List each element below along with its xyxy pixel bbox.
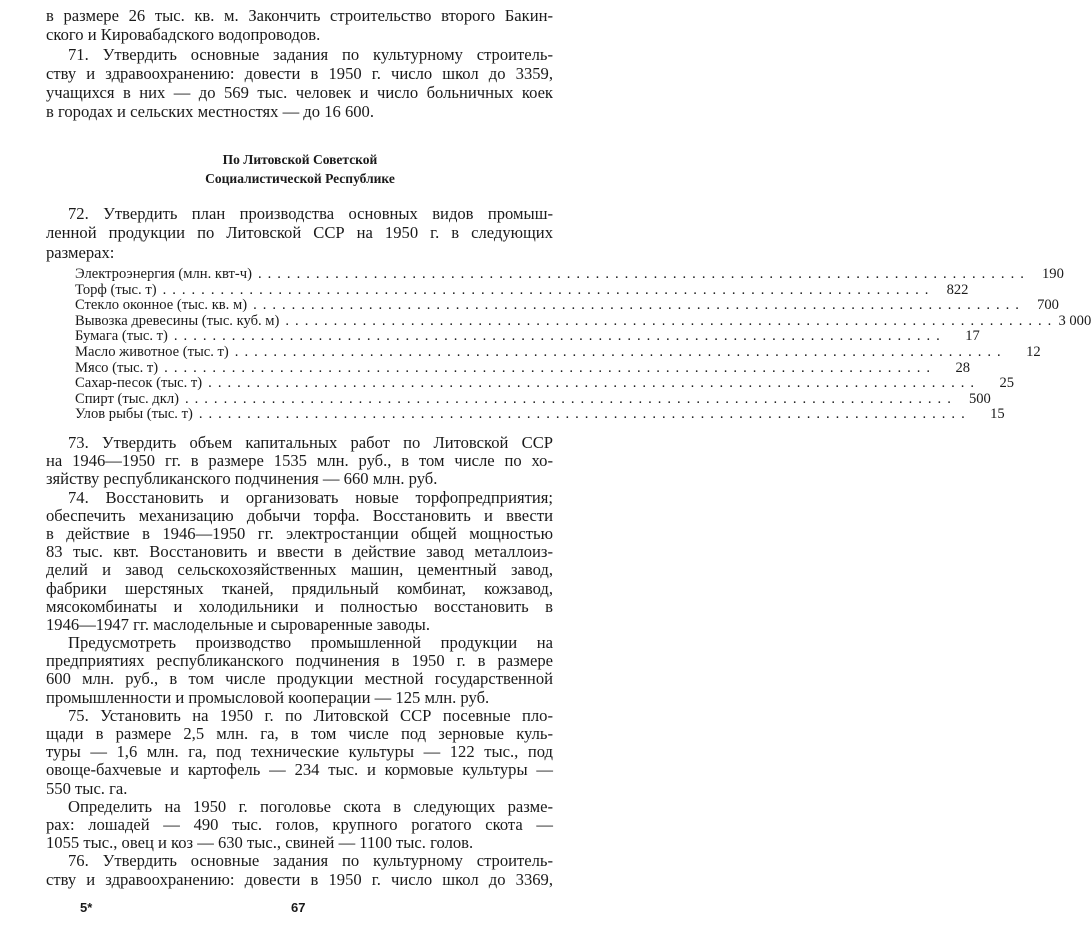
text-line: ству и здравоохранению: довести в 1950 г. число школ до 3369,: [46, 869, 553, 889]
dot-leader: ................................................................................: [253, 297, 1025, 314]
row-label: Улов рыбы (тыс. т): [75, 406, 193, 423]
text-line: туры — 1,6 млн. га, под технические культуры — 122 тыс., под: [46, 742, 553, 762]
table-row: [75, 312, 1091, 330]
section-heading-line-2: Социалистической Республике: [205, 171, 395, 186]
text-line: размерах:: [46, 242, 115, 262]
table-row: [75, 343, 1041, 361]
row-label: Бумага (тыс. т): [75, 328, 168, 345]
row-value: 17: [965, 328, 980, 345]
row-label: Электроэнергия (млн. квт-ч): [75, 266, 252, 282]
row-label: Масло животное (тыс. т): [75, 343, 229, 360]
table-row: [75, 359, 971, 377]
text-line: 1946—1947 гг. маслодельные и сыроваренные заводы.: [46, 614, 430, 634]
row-label: Спирт (тыс. дкл): [75, 390, 179, 407]
text-line: рах: лошадей — 490 тыс. голов, крупного рогатого скота —: [46, 814, 553, 834]
text-line: овоще-бахчевые и картофель — 234 тыс. и кормовые культуры —: [46, 760, 553, 780]
text-line: фабрики шерстяных тканей, прядильный комбинат, кожзавод,: [46, 578, 553, 598]
table-row: [75, 375, 1015, 392]
text-line: 1055 тыс., овец и коз — 630 тыс., свиней — 1100 тыс. голов.: [46, 833, 474, 853]
row-value: 25: [999, 375, 1015, 392]
table-row: [75, 266, 1064, 283]
dot-leader: ................................................................................: [198, 406, 971, 423]
dot-leader: ................................................................................: [184, 390, 957, 407]
text-line: обеспечить механизацию добычи торфа. Восстановить и ввести: [46, 505, 553, 525]
text-line: 83 тыс. квт. Восстановить и ввести в действие завод металлоиз-: [46, 542, 553, 562]
text-line: ского и Кировабадского водопроводов.: [46, 25, 321, 45]
text-line: в размере 26 тыс. кв. м. Закончить строительство второго Бакин-: [46, 6, 553, 25]
text-line: зяйству республиканского подчинения — 660 млн. руб.: [46, 469, 438, 489]
text-line: Определить на 1950 г. поголовье скота в следующих разме-: [68, 796, 553, 816]
row-value: 190: [1041, 266, 1064, 282]
text-line: 76. Утвердить основные задания по культурному строитель-: [68, 851, 553, 871]
text-line: ству и здравоохранению: довести в 1950 г. число школ до 3359,: [46, 63, 553, 83]
text-line: 550 тыс. га.: [46, 778, 128, 798]
text-line: 72. Утвердить план производства основных видов промыш-: [68, 204, 553, 223]
page-number: 67: [291, 900, 306, 915]
row-value: 700: [1037, 297, 1059, 314]
signature-mark: 5*: [80, 900, 93, 915]
table-row: [75, 328, 980, 345]
row-label: Торф (тыс. т): [75, 281, 157, 298]
row-value: 15: [990, 406, 1005, 423]
table-row: [75, 297, 1059, 314]
dot-leader: ................................................................................: [164, 359, 937, 376]
row-value: 12: [1026, 343, 1041, 360]
section-heading-line-1: По Литовской Советской: [222, 152, 378, 167]
dot-leader: ................................................................................: [162, 281, 935, 298]
dot-leader: ................................................................................: [257, 266, 1030, 282]
text-line: делий и завод сельскохозяйственных машин, цементный завод,: [46, 560, 553, 580]
row-value: 3 000: [1058, 312, 1091, 329]
row-value: 28: [955, 359, 971, 376]
row-value: 822: [946, 281, 969, 298]
dot-leader: ................................................................................: [285, 312, 1058, 329]
row-label: Мясо (тыс. т): [75, 359, 159, 376]
text-line: промышленности и промысловой кооперации — 125 млн. руб.: [46, 687, 490, 707]
row-label: Сахар-песок (тыс. т): [75, 375, 203, 392]
text-line: предприятиях республиканского подчинения в 1950 г. в размере: [46, 651, 553, 671]
text-line: учащихся в них — до 569 тыс. человек и число больничных коек: [46, 83, 553, 103]
text-line: 73. Утвердить объем капитальных работ по Литовской ССР: [68, 433, 553, 452]
dot-leader: ................................................................................: [173, 328, 946, 345]
text-line: 74. Восстановить и организовать новые торфопредприятия;: [68, 487, 553, 507]
text-block-bottom: [46, 434, 553, 889]
text-line: щади в размере 2,5 млн. га, в том числе под зерновые куль-: [46, 724, 553, 743]
dot-leader: ................................................................................: [234, 343, 1007, 360]
text-block-top: [46, 6, 553, 122]
table-row: [75, 281, 969, 299]
text-line: ленной продукции по Литовской ССР на 1950 г. в следующих: [46, 223, 553, 243]
row-label: Вывозка древесины (тыс. куб. м): [75, 312, 280, 329]
text-line: в действие в 1946—1950 гг. электростанции общей мощностью: [46, 523, 553, 543]
text-line: мясокомбинаты и холодильники и полностью восстановить в: [46, 596, 553, 616]
table-row: [75, 406, 1005, 423]
text-line: в городах и сельских местностях — до 16 600.: [46, 102, 374, 122]
text-line: 600 млн. руб., в том числе продукции местной государственной: [46, 669, 553, 689]
table-row: [75, 390, 991, 408]
text-line: на 1946—1950 гг. в размере 1535 млн. руб., в том числе по хо-: [46, 451, 553, 471]
dot-leader: ................................................................................: [208, 375, 981, 392]
row-label: Стекло оконное (тыс. кв. м): [75, 297, 248, 314]
production-table: [75, 266, 1091, 423]
paragraph-72: [46, 204, 553, 262]
row-value: 500: [968, 390, 991, 407]
section-heading: [0, 150, 600, 188]
text-line: 75. Установить на 1950 г. по Литовской ССР посевные пло-: [68, 705, 553, 725]
text-line: Предусмотреть производство промышленной продукции на: [68, 633, 553, 653]
text-line: 71. Утвердить основные задания по культурному строитель-: [68, 44, 553, 64]
